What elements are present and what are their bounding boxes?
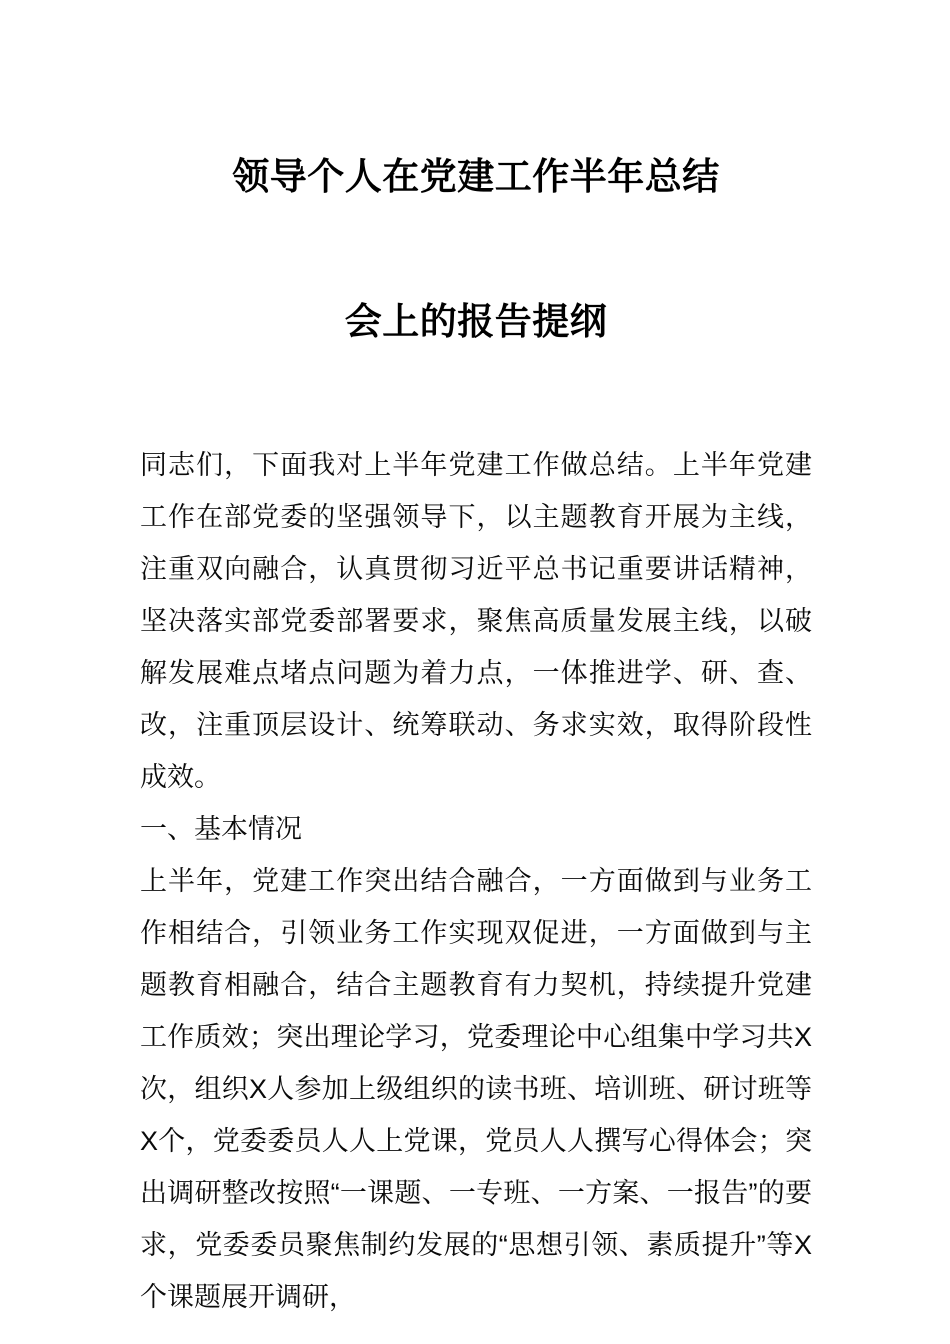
paragraph-basic-situation: 上半年，党建工作突出结合融合，一方面做到与业务工作相结合，引领业务工作实现双促进，一方面做到与主题教育相融合，结合主题教育有力契机，持续提升党建工作质效；突出理论学习，党委理论中心组集中学习共X次，组织X人参加上级组织的读书班、培训班、研讨班等X个，党委委员人人上党课，党员人人撰写心得体会；突出调研整改按照“一课题、一专班、一方案、一报告”的要求，党委委员聚焦制约发展的“思想引领、素质提升”等X个课题展开调研， <box>140 866 812 1312</box>
section-heading-basic-situation: 一、基本情况 <box>140 814 302 844</box>
document-title-line-1: 领导个人在党建工作半年总结 <box>232 156 720 197</box>
paragraph-intro: 同志们，下面我对上半年党建工作做总结。上半年党建工作在部党委的坚强领导下，以主题教育开展为主线，注重双向融合，认真贯彻习近平总书记重要讲话精神，坚决落实部党委部署要求，聚焦高质量发展主线，以破解发展难点堵点问题为着力点，一体推进学、研、查、改，注重顶层设计、统筹联动、务求实效，取得阶段性成效。 <box>140 450 812 792</box>
document-title-line-2: 会上的报告提纲 <box>344 301 608 342</box>
document-body <box>140 439 812 1323</box>
